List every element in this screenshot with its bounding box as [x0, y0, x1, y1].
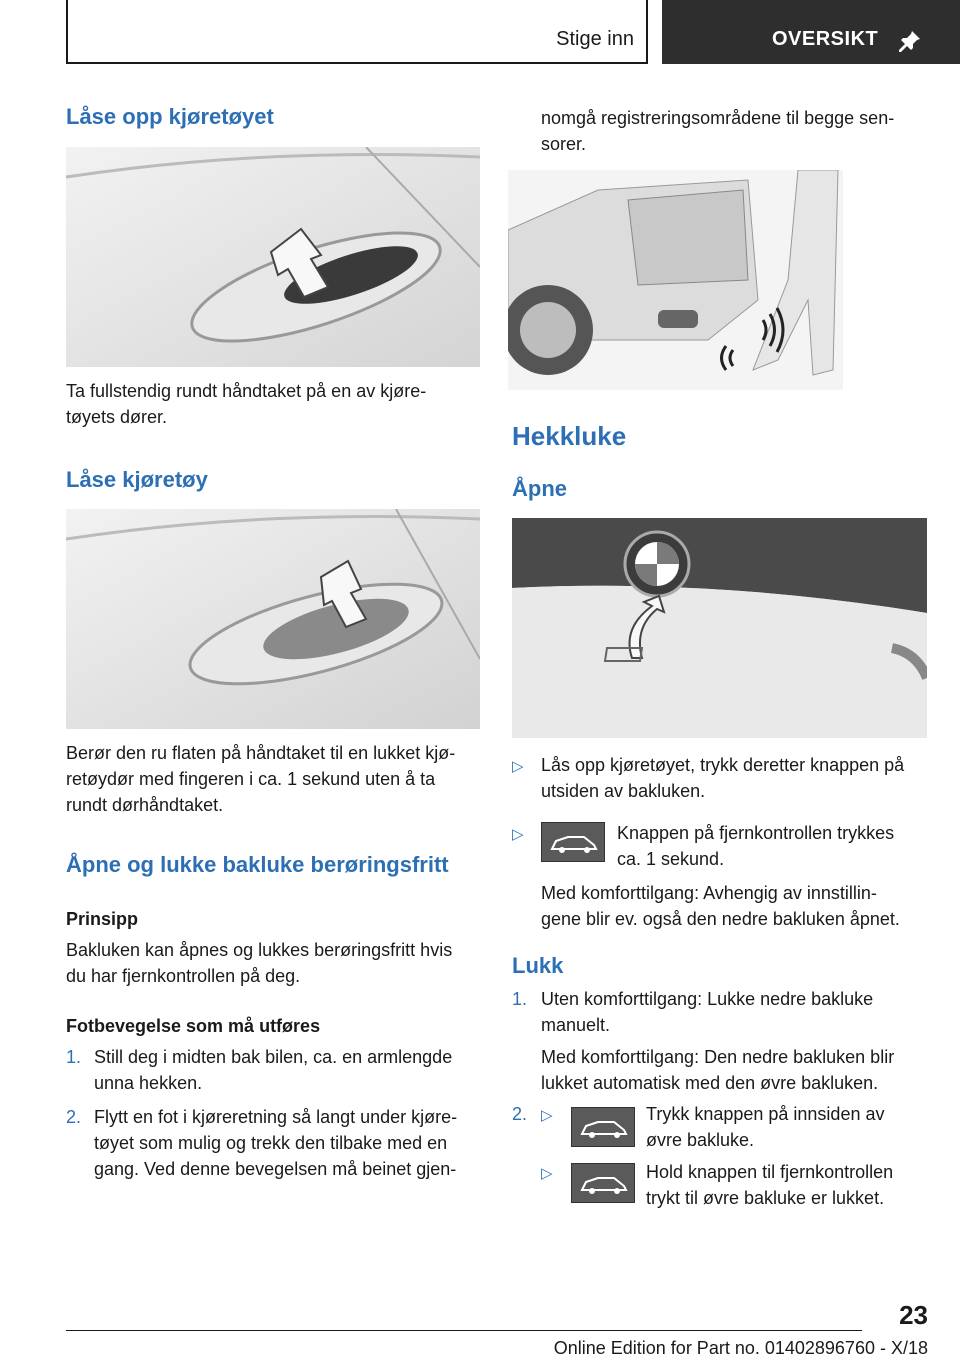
step-line: Flytt en fot i kjøreretning så langt under kjøre‐: [94, 1107, 458, 1127]
bullet-marker: ▷: [541, 1165, 553, 1182]
close-sub-text: [646, 1159, 946, 1211]
para-continued: [541, 105, 941, 157]
open-bullet-line: ca. 1 sekund.: [617, 849, 725, 869]
pin-icon: [898, 29, 922, 53]
heading-foot-movement: Fotbevegelse som må utføres: [66, 1016, 321, 1036]
step-line: tøyet som mulig og trekk den tilbake med en: [94, 1133, 448, 1153]
para-continued-line: sorer.: [541, 134, 587, 154]
inner-tailgate-button-icon: [571, 1107, 635, 1147]
close-step-line: Uten komforttilgang: Lukke nedre bakluke: [541, 989, 874, 1009]
door-handle-lock-image: [66, 509, 480, 729]
para-principle-line: du har fjernkontrollen på deg.: [66, 966, 301, 986]
para-principle: [66, 937, 480, 989]
foot-gesture-image: [508, 170, 843, 390]
heading-unlock: Låse opp kjøretøyet: [66, 104, 274, 129]
car-trunk-icon: [572, 1108, 634, 1146]
close-step-number: 1.: [512, 989, 528, 1009]
open-bullet-line: utsiden av bakluken.: [541, 781, 706, 801]
open-bullet-text: [541, 752, 941, 804]
footer-edition: Online Edition for Part no. 01402896760 - X/18: [553, 1338, 928, 1358]
close-step-line: manuelt.: [541, 1015, 611, 1035]
overview-tab-label: OVERSIKT: [772, 28, 879, 50]
para-comfort-open: [541, 880, 941, 932]
heading-open: Åpne: [512, 476, 567, 501]
open-bullet-line: Lås opp kjøretøyet, trykk deretter knappen på: [541, 755, 905, 775]
para-lock-line: rundt dørhåndtaket.: [66, 795, 224, 815]
close-step-number: 2.: [512, 1104, 528, 1124]
para-comfort-open-line: gene blir ev. også den nedre bakluken åpnet.: [541, 909, 900, 929]
step-text: [94, 1044, 484, 1096]
step-number: 2.: [66, 1107, 82, 1127]
tailgate-button-image: [512, 518, 927, 738]
overview-tab[interactable]: [662, 0, 960, 64]
close-sub-text: [646, 1101, 946, 1153]
para-lock: [66, 740, 480, 818]
step-line: unna hekken.: [94, 1073, 203, 1093]
bullet-marker: ▷: [512, 826, 524, 843]
step-number: 1.: [66, 1047, 82, 1067]
para-comfort-open-line: Med komforttilgang: Avhengig av innstillin‐: [541, 883, 877, 903]
open-bullet-text: [617, 820, 937, 872]
remote-tailgate-button-icon: [571, 1163, 635, 1203]
tailgate-button-illustration: [512, 518, 927, 738]
heading-tailgate: Hekkluke: [512, 421, 627, 451]
open-bullet-line: Knappen på fjernkontrollen trykkes: [617, 823, 895, 843]
para-principle-line: Bakluken kan åpnes og lukkes berøringsfritt hvis: [66, 940, 453, 960]
car-trunk-icon: [572, 1164, 634, 1202]
door-handle-unlock-image: [66, 147, 480, 367]
bullet-marker: ▷: [512, 758, 524, 775]
heading-touchless: Åpne og lukke bakluke berøringsfritt: [66, 852, 449, 877]
section-tab-label: Stige inn: [556, 28, 634, 50]
close-sub-line: Trykk knappen på innsiden av: [646, 1104, 885, 1124]
close-step-extra-line: lukket automatisk med den øvre bakluken.: [541, 1073, 879, 1093]
close-step-extra-line: Med komforttilgang: Den nedre bakluken blir: [541, 1047, 895, 1067]
close-step-extra: [541, 1044, 941, 1096]
door-handle-unlock-illustration: [66, 147, 480, 367]
heading-close: Lukk: [512, 953, 564, 978]
step-line: gang. Ved denne bevegelsen må beinet gjen‐: [94, 1159, 457, 1179]
page-number: 23: [899, 1300, 928, 1330]
heading-lock: Låse kjøretøy: [66, 467, 208, 492]
para-continued-line: nomgå registreringsområdene til begge sen‐: [541, 108, 895, 128]
para-unlock-line: Ta fullstendig rundt håndtaket på en av kjøre‐: [66, 381, 427, 401]
para-unlock-line: tøyets dører.: [66, 407, 168, 427]
close-sub-line: trykt til øvre bakluke er lukket.: [646, 1188, 885, 1208]
para-lock-line: retøydør med fingeren i ca. 1 sekund uten å ta: [66, 769, 436, 789]
para-lock-line: Berør den ru flaten på håndtaket til en lukket kjø‐: [66, 743, 456, 763]
section-tab[interactable]: [66, 0, 648, 64]
step-text: [94, 1104, 484, 1182]
footer-divider: [66, 1330, 862, 1331]
para-unlock: [66, 378, 480, 430]
remote-tailgate-button-icon: [541, 822, 605, 862]
heading-principle: Prinsipp: [66, 909, 139, 929]
step-line: Still deg i midten bak bilen, ca. en armlengde: [94, 1047, 453, 1067]
car-trunk-icon: [542, 823, 604, 861]
bullet-marker: ▷: [541, 1107, 553, 1124]
close-sub-line: Hold knappen til fjernkontrollen: [646, 1162, 894, 1182]
close-sub-line: øvre bakluke.: [646, 1130, 755, 1150]
foot-gesture-illustration: [508, 170, 843, 390]
close-step-text: [541, 986, 941, 1038]
door-handle-lock-illustration: [66, 509, 480, 729]
